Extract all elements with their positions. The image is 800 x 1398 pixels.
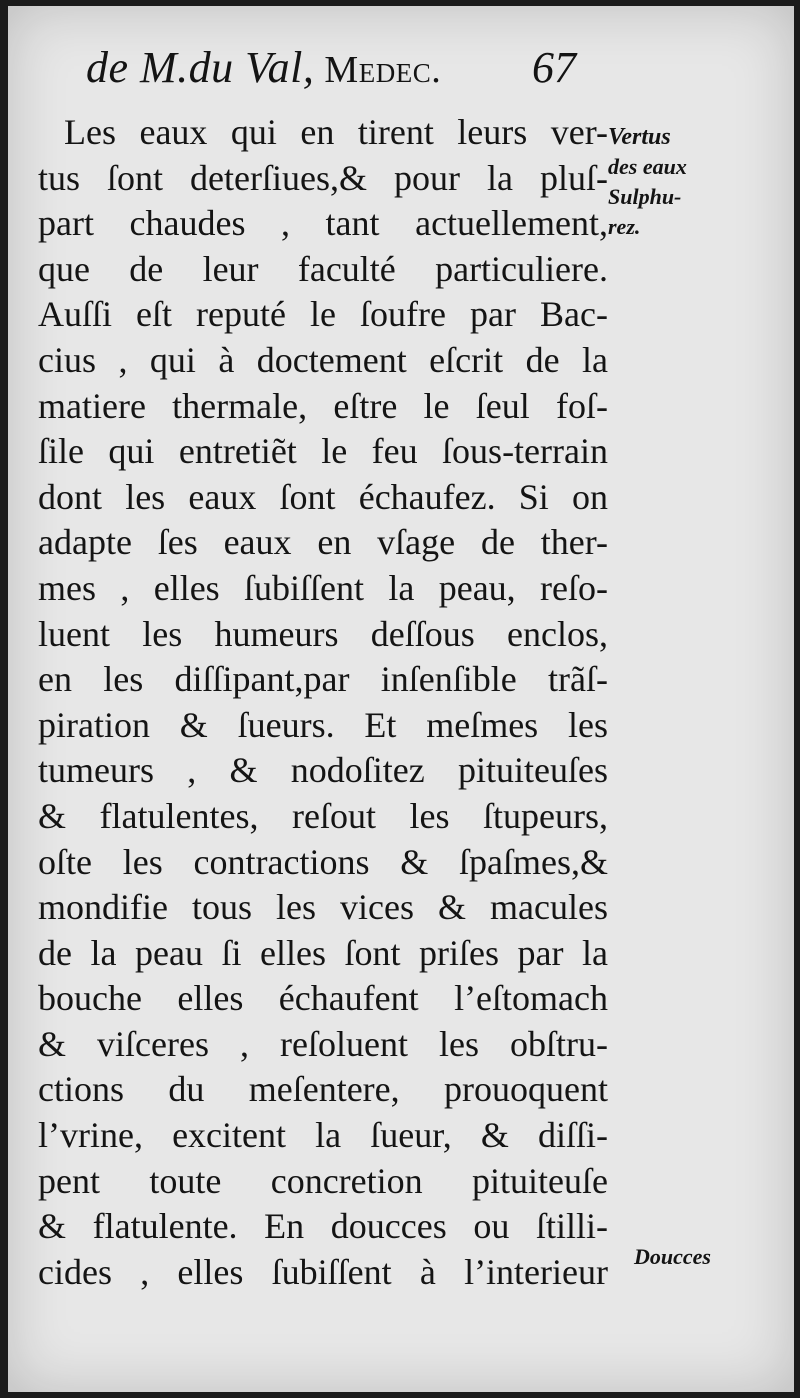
- text-line: de la peau ſi elles ſont priſes par la: [38, 932, 608, 973]
- running-head: [86, 42, 441, 93]
- text-line: que de leur faculté particuliere.: [38, 248, 608, 289]
- text-line: bouche elles échaufent l’eſtomach: [38, 978, 608, 1019]
- page-number: 67: [532, 43, 576, 92]
- text-line: luent les humeurs deſſous enclos,: [38, 613, 608, 654]
- margin-note-line: des eaux: [608, 154, 687, 179]
- text-line: Auſſi eſt reputé le ſoufre par Bac-: [38, 294, 608, 335]
- text-line: dont les eaux ſont échaufez. Si on: [38, 476, 608, 517]
- running-head-comma: ,: [302, 43, 315, 92]
- text-line: cius , qui à doctement eſcrit de la: [38, 339, 608, 380]
- text-line: mes , elles ſubiſſent la peau, reſo-: [38, 567, 608, 608]
- book-page: [8, 6, 794, 1392]
- margin-note-doucces: Doucces: [634, 1244, 711, 1269]
- text-line: tus ſont deterſiues,& pour la pluſ-: [38, 157, 608, 198]
- margin-note-line: Sulphu-: [608, 184, 682, 209]
- text-line: adapte ſes eaux en vſage de ther-: [38, 522, 608, 563]
- text-line: Les eaux qui en tirent leurs ver-: [64, 112, 608, 152]
- text-line: ſile qui entretiẽt le feu ſous-terrain: [38, 431, 608, 472]
- text-line: matiere thermale, eſtre le ſeul foſ-: [38, 385, 608, 426]
- text-line: l’vrine, excitent la ſueur, & diſſi-: [38, 1115, 608, 1156]
- margin-note-vertus: [608, 122, 687, 242]
- text-line: & viſceres , reſoluent les obſtru-: [38, 1023, 608, 1064]
- running-head-prefix: de: [86, 43, 141, 92]
- body-text: [38, 110, 608, 1295]
- text-line: cides , elles ſubiſſent à l’interieur: [38, 1251, 608, 1292]
- text-line: tumeurs , & nodoſitez pituiteuſes: [38, 750, 608, 791]
- text-line: & flatulentes, reſout les ſtupeurs,: [38, 795, 608, 836]
- text-line: ctions du meſentere, prouoquent: [38, 1069, 608, 1110]
- running-head-author: M.du Val: [140, 43, 303, 92]
- text-line: part chaudes , tant actuellement,: [38, 203, 608, 244]
- text-line: piration & ſueurs. Et meſmes les: [38, 704, 608, 745]
- text-line: oſte les contractions & ſpaſmes,&: [38, 841, 608, 882]
- text-line: pent toute concretion pituiteuſe: [38, 1160, 608, 1201]
- running-head-abbreviation: Medec.: [314, 49, 442, 91]
- text-line: mondifie tous les vices & macules: [38, 887, 608, 928]
- margin-note-line: Vertus: [608, 124, 671, 150]
- text-line: & flatulente. En doucces ou ſtilli-: [38, 1206, 608, 1247]
- margin-note-line: rez.: [608, 214, 641, 239]
- text-line: en les diſſipant,par inſenſible trãſ-: [38, 659, 608, 700]
